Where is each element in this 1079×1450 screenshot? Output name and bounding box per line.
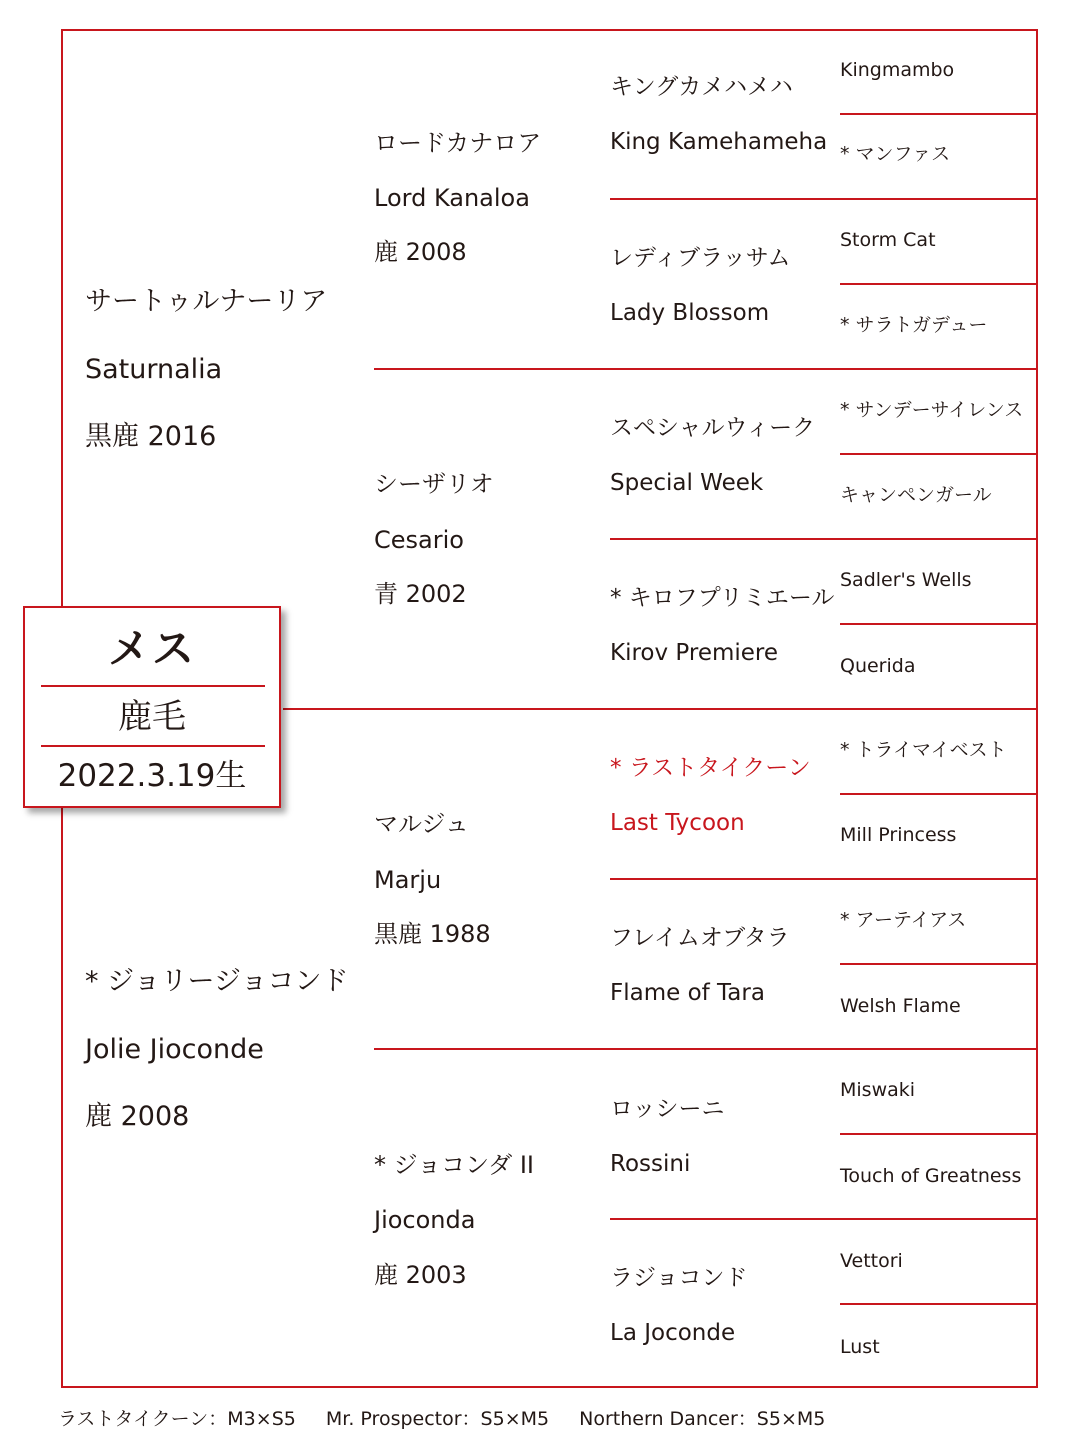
gen4-name: * アーテイアス bbox=[840, 909, 967, 931]
divider-gen4-5 bbox=[840, 793, 1038, 795]
gen4-name: Mill Princess bbox=[840, 824, 957, 846]
gen3-name-en: Lady Blossom bbox=[610, 300, 770, 326]
dam-name-en: Jolie Jioconde bbox=[85, 1034, 264, 1065]
divider-gen4-4 bbox=[840, 623, 1038, 625]
gen3-name-ja: フレイムオブタラ bbox=[610, 925, 790, 951]
gen3-name-ja: ラジョコンド bbox=[610, 1265, 748, 1291]
dam-name-ja: * ジョリージョコンド bbox=[85, 966, 349, 997]
gen4-name: * トライマイベスト bbox=[840, 739, 1007, 761]
subject-birthdate: 2022.3.19生 bbox=[57, 758, 247, 794]
divider-gen4-6 bbox=[840, 963, 1038, 965]
divider-gen4-1 bbox=[840, 113, 1038, 115]
sire-info: 黒鹿 2016 bbox=[85, 421, 217, 452]
divider-gen4-3 bbox=[840, 453, 1038, 455]
subject-separator bbox=[41, 685, 265, 687]
inbreeding-item: ラストタイクーン：M3×S5 bbox=[58, 1408, 296, 1430]
dam-info: 鹿 2008 bbox=[85, 1101, 190, 1132]
gen3-name-en: Special Week bbox=[610, 470, 764, 496]
divider-gen2-upper bbox=[374, 368, 1038, 370]
gen4-name: Welsh Flame bbox=[840, 995, 961, 1017]
gen3-name-en: Rossini bbox=[610, 1151, 691, 1177]
gen3-name-ja: * キロフプリミエール bbox=[610, 585, 835, 611]
gen3-name-en: Flame of Tara bbox=[610, 980, 765, 1006]
inbreeding-footer bbox=[58, 1404, 849, 1431]
gen3-name-en: La Joconde bbox=[610, 1320, 736, 1346]
gen4-name: Touch of Greatness bbox=[840, 1165, 1022, 1187]
divider-gen4-8 bbox=[840, 1303, 1038, 1305]
gen3-name-en: Kirov Premiere bbox=[610, 640, 779, 666]
gen4-name: Storm Cat bbox=[840, 229, 936, 251]
gen4-name: Miswaki bbox=[840, 1079, 916, 1101]
gen3-name-ja: ロッシーニ bbox=[610, 1096, 725, 1122]
gen2-name-ja: * ジョコンダ II bbox=[374, 1151, 534, 1179]
subject-separator bbox=[41, 745, 265, 747]
gen2-name-en: Lord Kanaloa bbox=[374, 184, 530, 212]
divider-gen3-4 bbox=[610, 1218, 1038, 1220]
gen4-name: * サラトガデュー bbox=[840, 314, 988, 336]
gen2-info: 黒鹿 1988 bbox=[374, 920, 491, 948]
divider-gen4-7 bbox=[840, 1133, 1038, 1135]
divider-gen3-2 bbox=[610, 538, 1038, 540]
gen2-name-ja: ロードカナロア bbox=[374, 129, 542, 157]
gen4-name: Vettori bbox=[840, 1250, 903, 1272]
gen3-name-en-highlight: Last Tycoon bbox=[610, 810, 745, 836]
divider-gen3-3 bbox=[610, 878, 1038, 880]
gen2-name-ja: シーザリオ bbox=[374, 470, 494, 498]
subject-color: 鹿毛 bbox=[118, 697, 186, 737]
gen3-name-ja: レディブラッサム bbox=[610, 245, 791, 271]
gen4-name: Lust bbox=[840, 1336, 880, 1358]
subject-box bbox=[23, 606, 281, 808]
gen4-name: Kingmambo bbox=[840, 59, 955, 81]
gen3-name-en: King Kamehameha bbox=[610, 129, 828, 155]
gen4-name: Sadler's Wells bbox=[840, 569, 972, 591]
gen2-name-en: Jioconda bbox=[374, 1206, 476, 1234]
gen4-name: * サンデーサイレンス bbox=[840, 399, 1024, 421]
sire-name-en: Saturnalia bbox=[85, 354, 223, 385]
gen3-name-ja-highlight: * ラストタイクーン bbox=[610, 755, 811, 781]
gen2-name-en: Cesario bbox=[374, 526, 464, 554]
subject-sex: メス bbox=[107, 624, 196, 673]
divider-gen4-2 bbox=[840, 283, 1038, 285]
divider-sire-dam bbox=[283, 708, 1038, 710]
gen2-info: 鹿 2003 bbox=[374, 1261, 467, 1289]
gen2-name-en: Marju bbox=[374, 866, 442, 894]
gen2-name-ja: マルジュ bbox=[374, 810, 469, 838]
gen3-name-ja: スペシャルウィーク bbox=[610, 415, 816, 441]
gen3-name-ja: キングカメハメハ bbox=[610, 74, 793, 100]
gen4-name: Querida bbox=[840, 655, 916, 677]
divider-gen3-1 bbox=[610, 198, 1038, 200]
gen4-name: * マンファス bbox=[840, 143, 951, 165]
gen2-info: 青 2002 bbox=[374, 580, 467, 608]
gen2-info: 鹿 2008 bbox=[374, 238, 467, 266]
sire-name-ja: サートゥルナーリア bbox=[85, 286, 328, 317]
inbreeding-item: Northern Dancer：S5×M5 bbox=[579, 1408, 826, 1430]
gen4-name: キャンペンガール bbox=[840, 484, 992, 506]
inbreeding-item: Mr. Prospector：S5×M5 bbox=[325, 1408, 550, 1430]
divider-gen2-lower bbox=[374, 1048, 1038, 1050]
